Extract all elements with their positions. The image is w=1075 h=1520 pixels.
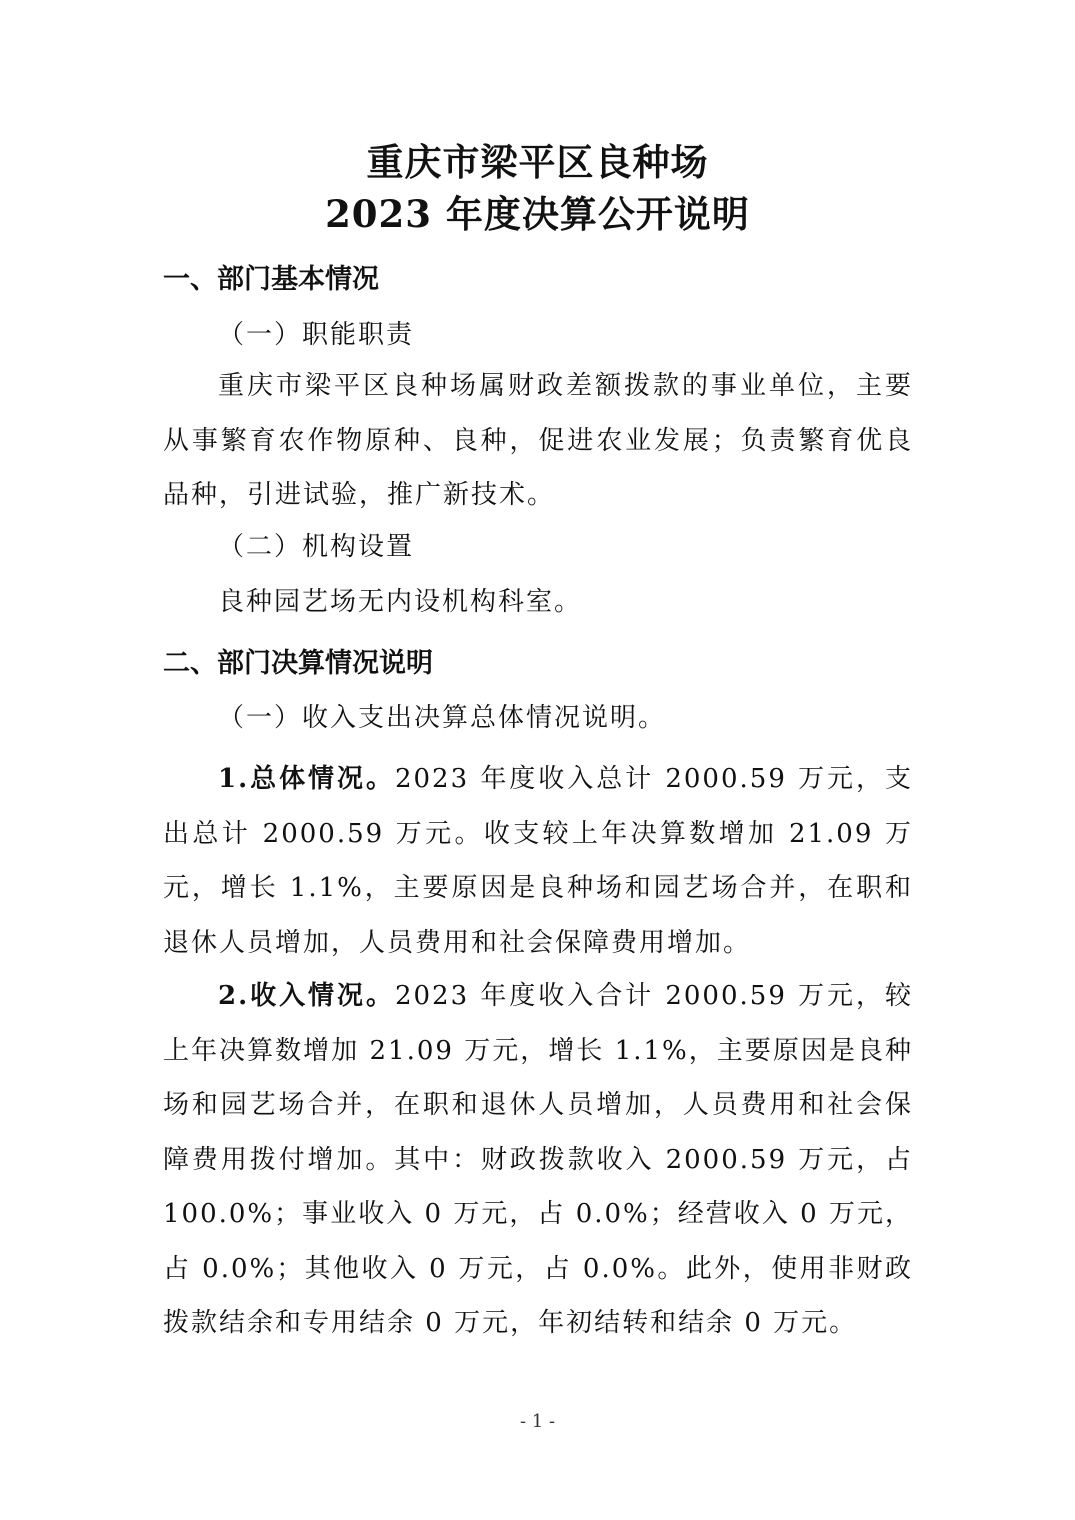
paragraph-overall-situation: [163, 752, 913, 970]
subheading-income-expense-overview: （一）收入支出决算总体情况说明。: [218, 703, 667, 733]
page-number: - 1 -: [519, 1411, 556, 1432]
section-heading-basic-info: 一、部门基本情况: [163, 264, 379, 295]
income-situation-text: 2023 年度收入合计 2000.59 万元，较上年决算数增加 21.09 万元，增长 1.1%，主要原因是良种场和园艺场合并，在职和退休人员增加，人员费用和社会保障费用拨付增加。其中：财政拨款收入 2000.59 万元，占 100.0%；事业收入 0 万元，占 0.0%；经营收入 0 万元，占 0.0%；其他收入 0 万元，占 0.0%。此外，使用非财政拨款结余和专用结余 0 万元，年初结转和结余 0 万元。: [163, 981, 913, 1338]
document-title-line-1: 重庆市梁平区良种场: [366, 140, 709, 184]
income-situation-lead: 2.收入情况。: [218, 981, 395, 1011]
overall-situation-text: 2023 年度收入总计 2000.59 万元，支出总计 2000.59 万元。收支较上年决算数增加 21.09 万元，增长 1.1%，主要原因是良种场和园艺场合并，在职和退休人员增加，人员费用和社会保障费用增加。: [163, 764, 913, 958]
subheading-functions: （一）职能职责: [218, 320, 415, 350]
paragraph-income-situation: [163, 969, 913, 1351]
subheading-organization: （二）机构设置: [218, 532, 415, 562]
paragraph-functions: 重庆市梁平区良种场属财政差额拨款的事业单位，主要从事繁育农作物原种、良种，促进农业发展；负责繁育优良品种，引进试验，推广新技术。: [163, 371, 913, 510]
paragraph-organization: 良种园艺场无内设机构科室。: [218, 587, 583, 617]
overall-situation-lead: 1.总体情况。: [218, 764, 395, 794]
section-heading-final-accounts: 二、部门决算情况说明: [163, 648, 433, 679]
document-title-line-2: 2023 年度决算公开说明: [325, 192, 750, 236]
